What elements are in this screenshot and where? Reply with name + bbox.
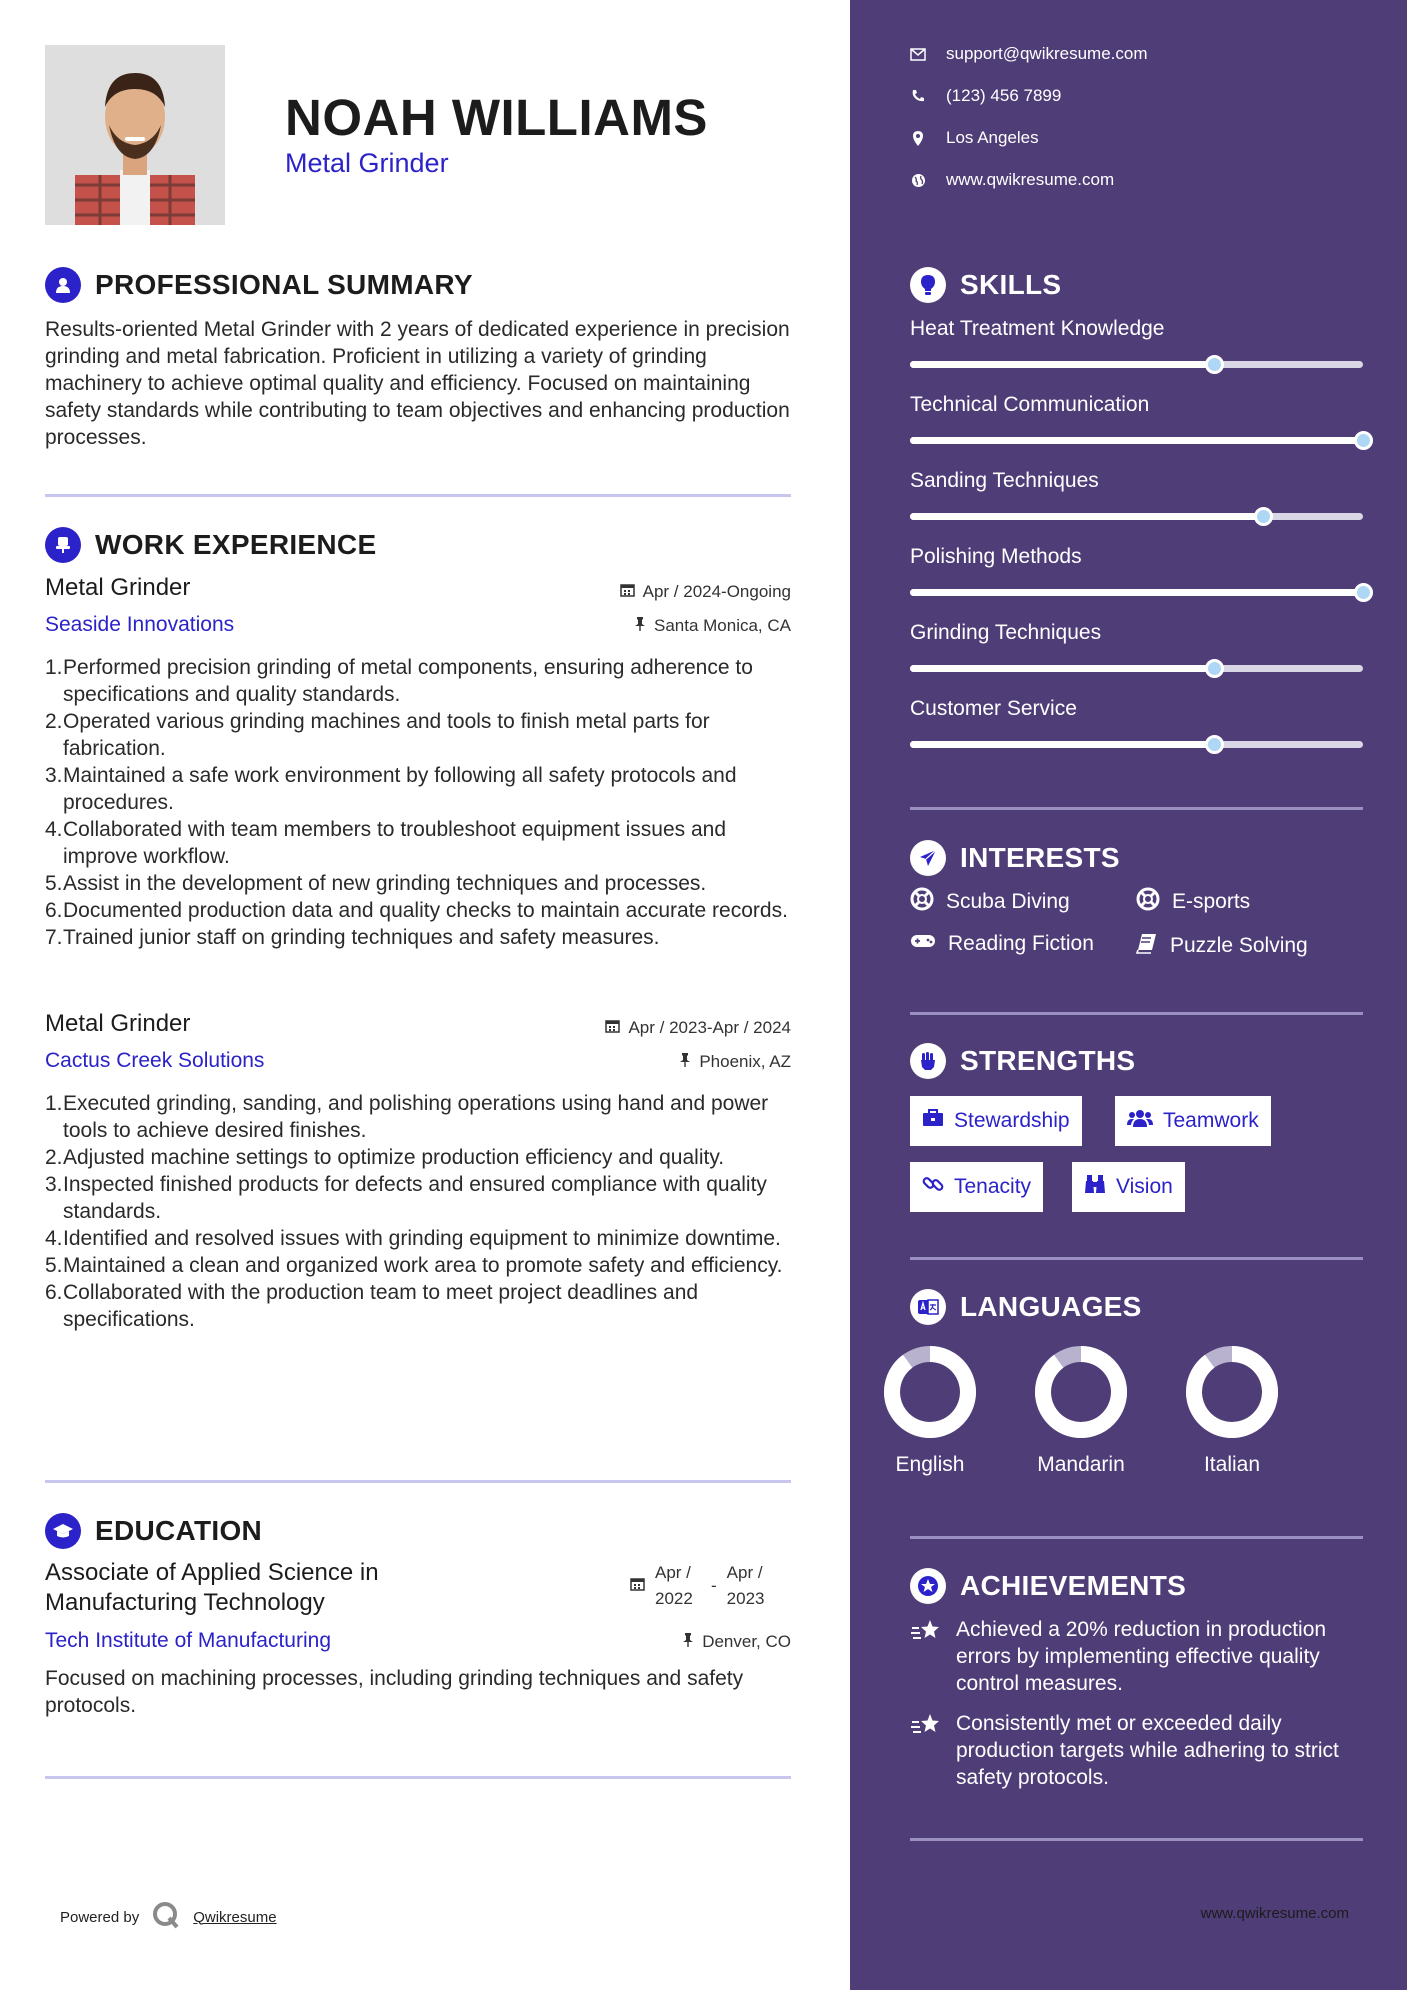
skill-bar-knob: [1205, 659, 1224, 678]
list-item: 6. Documented production data and quality checks to maintain accurate records.: [45, 899, 788, 922]
skill-bar: [910, 437, 1363, 444]
achievement-item: Consistently met or exceeded daily production targets while adhering to strict safety protocols.: [910, 1710, 1350, 1791]
list-item: 6. Collaborated with the production team to meet project deadlines and specifications.: [45, 1281, 699, 1331]
section-divider: [45, 1480, 791, 1483]
skill-label: Customer Service: [910, 697, 1077, 720]
skill-bar: [910, 513, 1363, 520]
language-label: Italian: [1203, 1453, 1261, 1476]
sidebar: [850, 0, 1407, 1990]
lightbulb-icon: [910, 267, 946, 303]
binoculars-icon: [1084, 1173, 1106, 1201]
language-item: [1021, 1342, 1141, 1477]
paper-plane-icon: [910, 840, 946, 876]
language-label: English: [895, 1453, 965, 1476]
skill-bar-fill: [910, 437, 1363, 444]
degree-name: Associate of Applied Science in Manufacturing Technology: [45, 1559, 379, 1616]
skill-label: Polishing Methods: [910, 545, 1082, 568]
list-item: 5. Maintained a clean and organized work area to promote safety and efficiency.: [45, 1254, 783, 1277]
languages-heading: [910, 1289, 1142, 1325]
section-divider: [910, 1838, 1363, 1841]
skill-bar-fill: [910, 513, 1263, 520]
interest-item: E-sports: [1136, 887, 1250, 917]
education-date: Apr / 2022 - Apr / 2023: [630, 1560, 773, 1612]
language-ring: [1182, 1342, 1282, 1442]
shooting-star-icon: [910, 1616, 942, 1697]
contact-website[interactable]: www.qwikresume.com: [910, 170, 1114, 190]
globe-icon: [910, 173, 926, 188]
skill-bar-knob: [1354, 583, 1373, 602]
envelope-icon: [910, 48, 926, 61]
skills-heading: [910, 267, 1061, 303]
interest-item: Puzzle Solving: [1136, 932, 1308, 960]
company-name: Cactus Creek Solutions: [45, 1049, 265, 1072]
candidate-name: NOAH WILLIAMS: [285, 89, 708, 146]
calendar-icon: [605, 1018, 620, 1038]
list-item: 3. Inspected finished products for defects and ensured compliance with quality standards.: [45, 1173, 767, 1223]
map-marker-icon: [910, 131, 926, 146]
skills-title: SKILLS: [960, 269, 1062, 300]
contact-phone[interactable]: (123) 456 7899: [910, 86, 1061, 106]
experience-title: WORK EXPERIENCE: [95, 529, 377, 560]
job-bullets: [45, 654, 805, 951]
phone-icon: [910, 89, 926, 103]
fist-icon: [910, 1043, 946, 1079]
list-item: 2. Operated various grinding machines and tools to finish metal parts for fabrication.: [45, 710, 710, 760]
skill-label: Technical Communication: [910, 393, 1150, 416]
star-badge-icon: [910, 1568, 946, 1604]
job-date: Apr / 2023-Apr / 2024: [605, 1018, 791, 1038]
section-divider: [910, 1536, 1363, 1539]
summary-title: PROFESSIONAL SUMMARY: [95, 269, 473, 300]
briefcase-icon: [922, 1109, 944, 1133]
powered-by-label: Powered by: [60, 1908, 140, 1926]
list-item: 1. Executed grinding, sanding, and polishing operations using hand and power tools to achieve desired finishes.: [45, 1092, 769, 1142]
section-divider: [910, 1257, 1363, 1260]
powered-by: [60, 1900, 277, 1934]
list-item: 2. Adjusted machine settings to optimize production efficiency and quality.: [45, 1146, 725, 1169]
skill-bar-knob: [1205, 735, 1224, 754]
pin-icon: [634, 616, 646, 636]
job-bullets: [45, 1090, 805, 1333]
skill-bar: [910, 741, 1363, 748]
link-icon: [922, 1173, 944, 1201]
section-divider: [45, 1776, 791, 1779]
skill-bar: [910, 589, 1363, 596]
pin-icon: [679, 1052, 691, 1072]
skill-bar-fill: [910, 589, 1363, 596]
strengths-heading: [910, 1043, 1135, 1079]
achievements-heading: [910, 1568, 1186, 1604]
shooting-star-icon: [910, 1710, 942, 1791]
languages-title: LANGUAGES: [960, 1291, 1142, 1322]
job-title: Metal Grinder: [45, 574, 191, 601]
education-title: EDUCATION: [95, 1515, 263, 1546]
footer-site[interactable]: www.qwikresume.com: [1200, 1905, 1349, 1922]
job-date: Apr / 2024-Ongoing: [620, 582, 791, 602]
qwikresume-logo-icon: [151, 1900, 181, 1934]
company-name: Seaside Innovations: [45, 613, 235, 636]
language-ring: [880, 1342, 980, 1442]
graduation-cap-icon: [45, 1513, 81, 1549]
school-name: Tech Institute of Manufacturing: [45, 1629, 331, 1652]
skill-label: Heat Treatment Knowledge: [910, 317, 1165, 340]
job-location: Phoenix, AZ: [679, 1052, 791, 1072]
interest-item: Scuba Diving: [910, 887, 1070, 917]
skill-label: Sanding Techniques: [910, 469, 1099, 492]
interest-item: Reading Fiction: [910, 932, 1094, 956]
skill-bar: [910, 361, 1363, 368]
contact-location: Los Angeles: [910, 128, 1039, 148]
language-item: [870, 1342, 990, 1477]
strength-chip: Tenacity: [910, 1162, 1043, 1212]
list-item: 5. Assist in the development of new grinding techniques and processes.: [45, 872, 707, 895]
pin-icon: [682, 1632, 694, 1652]
interests-heading: [910, 840, 1120, 876]
skill-bar-knob: [1254, 507, 1273, 526]
skill-bar-knob: [1205, 355, 1224, 374]
life-ring-icon: [910, 887, 934, 917]
skill-bar-knob: [1354, 431, 1373, 450]
skill-bar: [910, 665, 1363, 672]
strengths-title: STRENGTHS: [960, 1045, 1136, 1076]
list-item: 3. Maintained a safe work environment by following all safety protocols and procedures.: [45, 764, 737, 814]
education-text: Focused on machining processes, including grinding techniques and safety protocols.: [45, 1667, 744, 1717]
skill-label: Grinding Techniques: [910, 621, 1102, 644]
education-heading: [45, 1513, 262, 1549]
skill-bar-fill: [910, 361, 1214, 368]
language-ring: [1031, 1342, 1131, 1442]
brand-link[interactable]: Qwikresume: [193, 1908, 277, 1926]
achievements-title: ACHIEVEMENTS: [960, 1570, 1187, 1601]
skill-bar-fill: [910, 665, 1214, 672]
skill-bar-fill: [910, 741, 1214, 748]
achievement-item: Achieved a 20% reduction in production errors by implementing effective quality control measures.: [910, 1616, 1350, 1697]
chair-icon: [45, 527, 81, 563]
list-item: 7. Trained junior staff on grinding techniques and safety measures.: [45, 926, 660, 949]
candidate-role: Metal Grinder: [285, 148, 449, 178]
calendar-icon: [620, 582, 635, 602]
language-icon: [910, 1289, 946, 1325]
language-item: [1172, 1342, 1292, 1477]
section-divider: [910, 1012, 1363, 1015]
list-item: 1. Performed precision grinding of metal components, ensuring adherence to specifications and quality standards.: [45, 656, 753, 706]
gamepad-icon: [910, 932, 936, 956]
summary-heading: [45, 267, 473, 303]
section-divider: [910, 807, 1363, 810]
life-ring-icon: [1136, 887, 1160, 917]
language-label: Mandarin: [1037, 1453, 1125, 1476]
profile-photo: [45, 45, 225, 225]
job-location: Santa Monica, CA: [634, 616, 791, 636]
section-divider: [45, 494, 791, 497]
job-title: Metal Grinder: [45, 1010, 191, 1037]
calendar-icon: [630, 1576, 645, 1596]
book-icon: [1136, 932, 1158, 960]
interests-title: INTERESTS: [960, 842, 1120, 873]
summary-text: Results-oriented Metal Grinder with 2 years of dedicated experience in precision grinding and metal fabrication. Proficient in utilizing a variety of grinding machinery to achieve optimal quality and efficiency. Focused on maintaining safety standards while contributing to team objectives and enhancing production processes.: [45, 318, 790, 449]
experience-heading: [45, 527, 376, 563]
strength-chip: Teamwork: [1115, 1096, 1271, 1146]
strength-chip: Vision: [1072, 1162, 1185, 1212]
strength-chip: Stewardship: [910, 1096, 1082, 1146]
list-item: 4. Collaborated with team members to troubleshoot equipment issues and improve workflow.: [45, 818, 727, 868]
list-item: 4. Identified and resolved issues with grinding equipment to minimize downtime.: [45, 1227, 781, 1250]
users-icon: [1127, 1108, 1153, 1134]
education-location: Denver, CO: [682, 1632, 791, 1652]
contact-email[interactable]: support@qwikresume.com: [910, 44, 1148, 64]
user-icon: [45, 267, 81, 303]
